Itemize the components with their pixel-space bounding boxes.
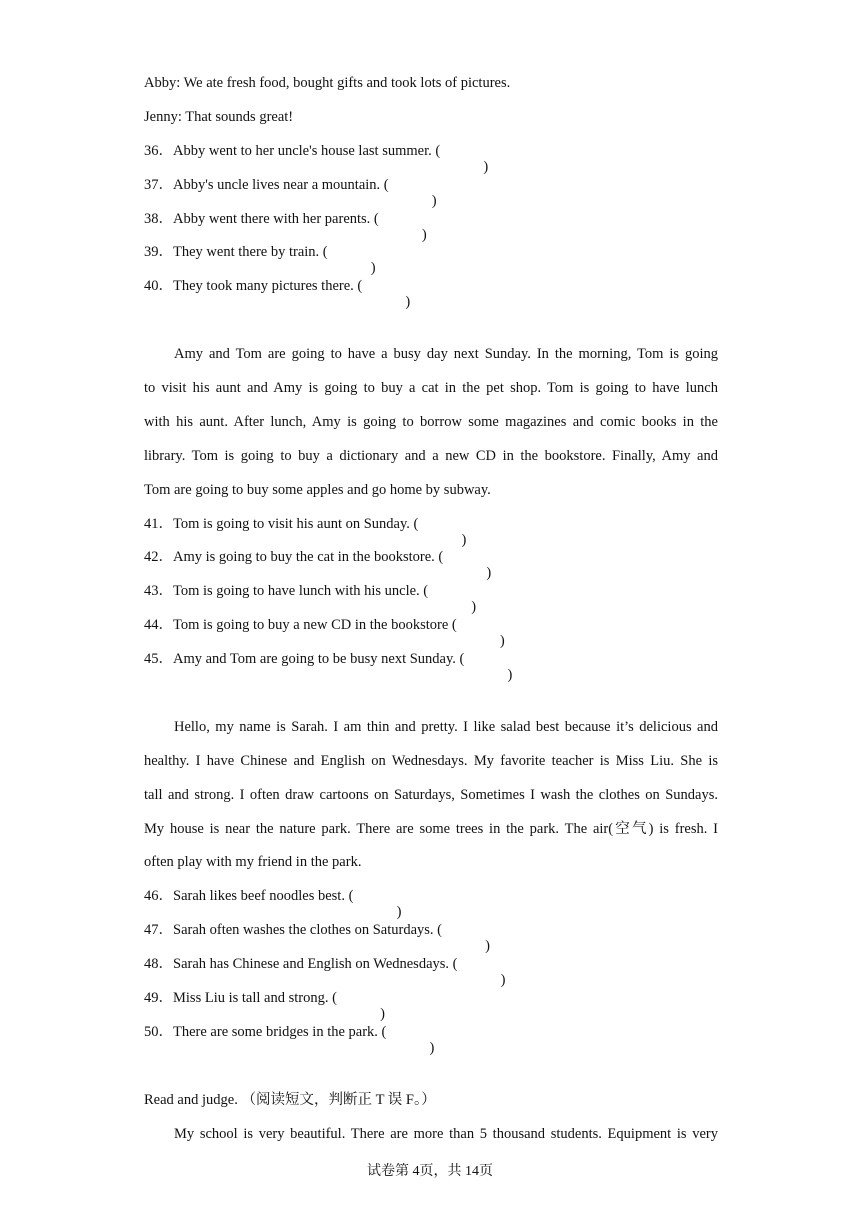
question-text: Sarah often washes the clothes on Saturdays. (: [173, 922, 442, 939]
spacer: [144, 308, 718, 342]
passage-line: Amy and Tom are going to have a busy day next Sunday. In the morning, Tom is going: [174, 346, 718, 363]
passage-line: My school is very beautiful. There are more than 5 thousand students. Equipment is very: [174, 1125, 718, 1142]
question-number: 42．: [144, 549, 173, 566]
question-text: They took many pictures there. (: [173, 278, 363, 295]
question-number: 50．: [144, 1023, 173, 1040]
question-37: 37．Abby's uncle lives near a mountain. ( ): [144, 173, 718, 207]
passage-line: Hello, my name is Sarah. I am thin and pretty. I like salad best because it’s delicious and: [174, 718, 718, 735]
passage-line: healthy. I have Chinese and English on Wednesdays. My favorite teacher is Miss Liu. She is: [144, 752, 718, 769]
passage-line: with his aunt. After lunch, Amy is going to borrow some magazines and comic books in the: [144, 413, 718, 430]
dialog-line: Jenny: That sounds great!: [144, 108, 294, 125]
question-46: 46．Sarah likes beef noodles best. ( ): [144, 884, 718, 918]
question-text: There are some bridges in the park. (: [173, 1023, 387, 1040]
question-text: Abby went there with her parents. (: [173, 210, 379, 227]
question-number: 44．: [144, 617, 173, 634]
question-38: 38．Abby went there with her parents. ( ): [144, 207, 718, 241]
question-text: Sarah likes beef noodles best. (: [173, 888, 354, 905]
question-text: Tom is going to have lunch with his uncle. (: [173, 583, 429, 600]
dialog-line: Abby: We ate fresh food, bought gifts and took lots of pictures.: [144, 75, 511, 91]
question-text: Abby's uncle lives near a mountain. (: [173, 176, 389, 193]
question-number: 40．: [144, 278, 173, 295]
question-47: 47．Sarah often washes the clothes on Saturdays. ( ): [144, 918, 718, 952]
question-50: 50．There are some bridges in the park. ( ): [144, 1020, 718, 1054]
question-41: 41．Tom is going to visit his aunt on Sunday. ( ): [144, 512, 718, 546]
question-number: 46．: [144, 888, 173, 905]
question-text: Amy is going to buy the cat in the bookstore. (: [173, 549, 444, 566]
question-number: 48．: [144, 956, 173, 973]
spacer: [144, 681, 718, 715]
question-text: Tom is going to visit his aunt on Sunday. (: [173, 515, 419, 532]
question-48: 48．Sarah has Chinese and English on Wednesdays. ( ): [144, 952, 718, 986]
question-44: 44．Tom is going to buy a new CD in the bookstore ( ): [144, 613, 718, 647]
question-text: They went there by train. (: [173, 244, 328, 261]
passage-line: tall and strong. I often draw cartoons on Saturdays, Sometimes I wash the clothes on Sundays.: [144, 786, 718, 803]
question-number: 37．: [144, 176, 173, 193]
passage-line: to visit his aunt and Amy is going to buy a cat in the pet shop. Tom is going to have lunch: [144, 380, 718, 397]
question-text: Abby went to her uncle's house last summer. (: [173, 142, 441, 159]
question-39: 39．They went there by train. ( ): [144, 240, 718, 274]
question-42: 42．Amy is going to buy the cat in the bookstore. ( ): [144, 545, 718, 579]
question-number: 39．: [144, 244, 173, 261]
question-45: 45．Amy and Tom are going to be busy next Sunday. ( ): [144, 647, 718, 681]
question-40: 40．They took many pictures there. ( ): [144, 274, 718, 308]
passage-line: often play with my friend in the park.: [144, 854, 362, 871]
question-text: Tom is going to buy a new CD in the bookstore (: [173, 617, 457, 634]
passage-line: My house is near the nature park. There are some trees in the park. The air(空气) is fresh. I: [144, 820, 718, 837]
question-number: 41．: [144, 515, 173, 532]
question-number: 47．: [144, 922, 173, 939]
question-text: Miss Liu is tall and strong. (: [173, 990, 337, 1007]
section-heading: Read and judge. （阅读短文，判断正 T 误 F。）: [144, 1091, 436, 1108]
passage-line: library. Tom is going to buy a dictionary and a new CD in the bookstore. Finally, Amy and: [144, 447, 718, 464]
page-content: [144, 71, 718, 1156]
question-number: 36．: [144, 142, 173, 159]
question-text: Amy and Tom are going to be busy next Sunday. (: [173, 651, 465, 668]
question-number: 38．: [144, 210, 173, 227]
question-36: 36．Abby went to her uncle's house last summer. ( ): [144, 139, 718, 173]
question-number: 45．: [144, 651, 173, 668]
page-footer: 试卷第 4页，共 14页: [367, 1164, 493, 1179]
question-text: Sarah has Chinese and English on Wednesdays. (: [173, 956, 458, 973]
passage-line: Tom are going to buy some apples and go home by subway.: [144, 481, 491, 498]
question-number: 49．: [144, 990, 173, 1007]
question-49: 49．Miss Liu is tall and strong. ( ): [144, 986, 718, 1020]
question-number: 43．: [144, 583, 173, 600]
question-43: 43．Tom is going to have lunch with his uncle. ( ): [144, 579, 718, 613]
